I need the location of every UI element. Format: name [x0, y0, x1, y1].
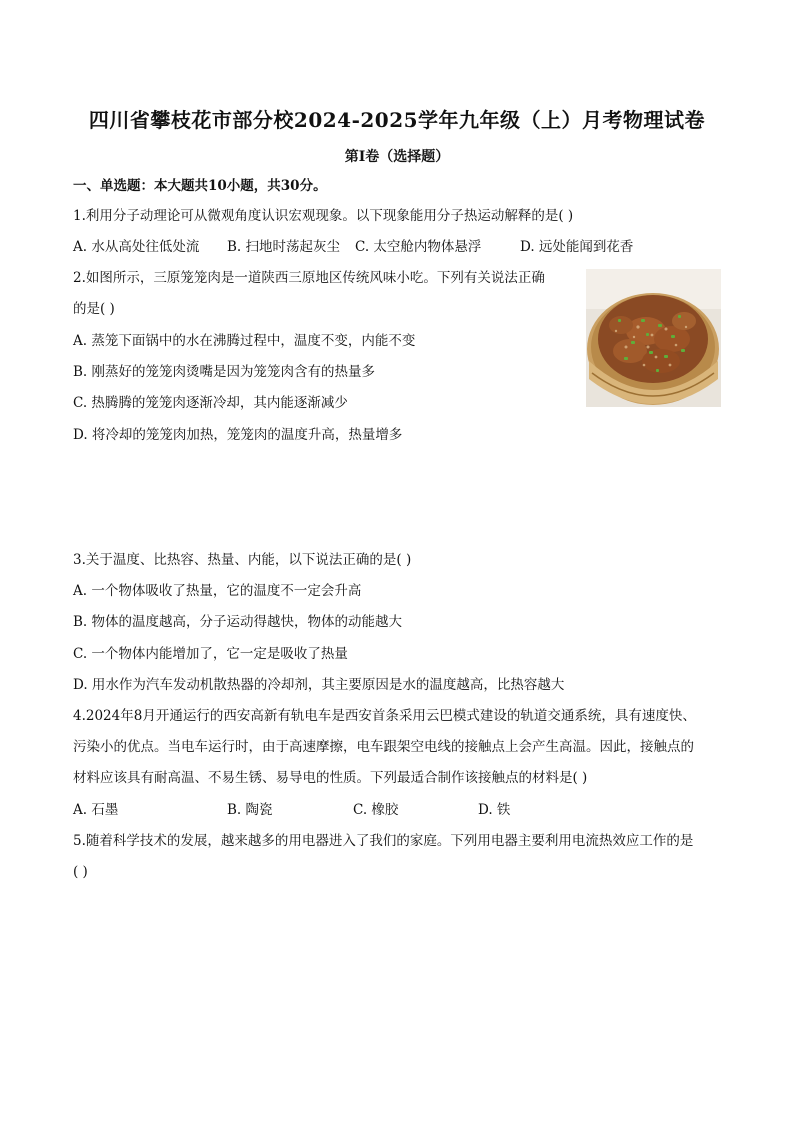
- question-2-stem-line-2: 的是( ): [73, 301, 115, 317]
- question-5-stem-line-2: ( ): [73, 864, 88, 880]
- question-1-option-a: A. 水从高处往低处流: [73, 239, 200, 255]
- question-3-option-c: C. 一个物体内能增加了，它一定是吸收了热量: [73, 646, 348, 662]
- question-2-option-b: B. 刚蒸好的笼笼肉烫嘴是因为笼笼肉含有的热量多: [73, 364, 376, 380]
- question-1-option-c: C. 太空舱内物体悬浮: [355, 239, 482, 255]
- question-4-option-c: C. 橡胶: [353, 802, 399, 818]
- question-2-option-d: D. 将冷却的笼笼肉加热，笼笼肉的温度升高，热量增多: [73, 427, 403, 443]
- question-2-option-a: A. 蒸笼下面锅中的水在沸腾过程中，温度不变，内能不变: [73, 333, 416, 349]
- question-3-option-d: D. 用水作为汽车发动机散热器的冷却剂，其主要原因是水的温度越高，比热容越大: [73, 677, 565, 693]
- question-2-option-c: C. 热腾腾的笼笼肉逐渐冷却，其内能逐渐减少: [73, 395, 348, 411]
- question-4-option-a: A. 石墨: [73, 802, 119, 818]
- question-5-stem-line-1: 5.随着科学技术的发展，越来越多的用电器进入了我们的家庭。下列用电器主要利用电流热效应工作的是: [73, 833, 694, 849]
- question-2-stem-line-1: 2.如图所示，三原笼笼肉是一道陕西三原地区传统风味小吃。下列有关说法正确: [73, 270, 545, 286]
- question-3-stem: 3.关于温度、比热容、热量、内能，以下说法正确的是( ): [73, 552, 412, 568]
- question-1-stem: 1.利用分子动理论可从微观角度认识宏观现象。以下现象能用分子热运动解释的是( ): [73, 208, 574, 224]
- question-3-option-b: B. 物体的温度越高，分子运动得越快，物体的动能越大: [73, 614, 403, 630]
- question-4-stem-line-3: 材料应该具有耐高温、不易生锈、易导电的性质。下列最适合制作该接触点的材料是( ): [73, 770, 588, 786]
- section-title: 第Ⅰ卷（选择题）: [344, 149, 450, 165]
- question-4-stem-line-2: 污染小的优点。当电车运行时，由于高速摩擦，电车跟架空电线的接触点上会产生高温。因此，接触点的: [73, 739, 694, 755]
- question-4-option-b: B. 陶瓷: [227, 802, 273, 818]
- page-title: 四川省攀枝花市部分校2024-2025学年九年级（上）月考物理试卷: [88, 108, 706, 132]
- question-4-option-d: D. 铁: [478, 802, 511, 818]
- part-heading: 一、单选题：本大题共10小题，共30分。: [73, 178, 327, 194]
- steamed-meat-photo: [586, 269, 721, 407]
- question-4-stem-line-1: 4.2024年8月开通运行的西安高新有轨电车是西安首条采用云巴模式建设的轨道交通系统，具有速度快、: [73, 708, 696, 724]
- question-3-option-a: A. 一个物体吸收了热量，它的温度不一定会升高: [73, 583, 362, 599]
- question-1-option-d: D. 远处能闻到花香: [520, 239, 634, 255]
- question-1-option-b: B. 扫地时荡起灰尘: [227, 239, 341, 255]
